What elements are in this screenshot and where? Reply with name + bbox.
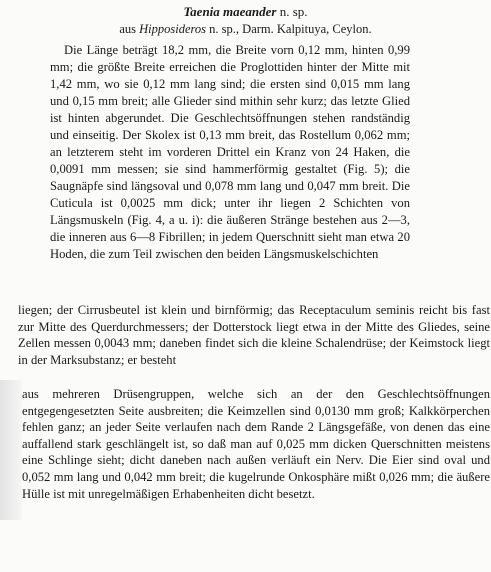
paragraph-wide: liegen; der Cirrusbeutel ist klein und birnförmig; das Receptaculum seminis reicht bis fast zur Mitte des Querdurchmessers; der Dotterstock liegt etwa in der Mitte des Gliedes, seine Zellen messen 0,0043 mm; daneben findet sich die kleine Schalendrüse; der Keimstock liegt in der Marksubstanz; er besteht: [18, 303, 490, 367]
text-column-narrow: [50, 42, 410, 263]
species-title: [0, 4, 491, 20]
paragraph-narrow: Die Länge beträgt 18,2 mm, die Breite vorn 0,12 mm, hinten 0,99 mm; die größte Breite erreichen die Proglottiden hinter der Mitte mit 1,42 mm, wo sie 0,12 mm lang sind; die ersten sind 0,015 mm lang und 0,15 mm breit; alle Glieder sind mithin sehr kurz; das letzte Glied ist hinten abgerundet. Die Geschlechtsöffnungen stehen randständig und einseitig. Der Skolex ist 0,13 mm breit, das Rostellum 0,062 mm; an letzterem steht im vorderen Drittel ein Kranz von 24 Haken, die 0,0091 mm messen; sie sind hammerförmig gestaltet (Fig. 5); die Saugnäpfe sind längsoval und 0,078 mm lang und 0,047 mm breit. Die Cuticula ist 0,0025 mm dick; unter ihr liegen 2 Schichten von Längsmuskeln (Fig. 4, a u. i): die äußeren Stränge bestehen aus 2—3, die inneren aus 6—8 Fibrillen; in jedem Querschnitt sieht man etwa 20 Hoden, die zum Teil zwischen den beiden Längsmuskelschichten: [50, 43, 410, 261]
host-suffix: n. sp., Darm. Kalpituya, Ceylon.: [206, 22, 372, 36]
species-designation: n. sp.: [276, 4, 308, 19]
host-line: [0, 21, 491, 37]
page-fold-shadow: [0, 380, 22, 520]
host-prefix: aus: [119, 22, 140, 36]
paragraph-bottom: aus mehreren Drüsengruppen, welche sich an der den Geschlechtsöffnungen entgegengesetzten Seite ausbreiten; die Keimzellen sind 0,0130 mm groß; Kalkkörperchen fehlen ganz; an jeder Seite verlaufen nach dem Rande 2 Längsgefäße, von denen das eine auffallend stark geschlängelt ist, so daß man auf 0,025 mm dicken Querschnitten meistens eine Schlinge sieht; dicht daneben nach außen verläuft ein Nerv. Die Eier sind oval und 0,052 mm lang und 0,042 mm breit; die kugelrunde Onkosphäre mißt 0,026 mm; die äußere Hülle ist mit unregelmäßigen Erhabenheiten dicht besetzt.: [22, 387, 490, 501]
host-genus: Hipposideros: [139, 22, 207, 36]
text-column-wide: [18, 302, 490, 368]
text-column-bottom: [22, 386, 490, 502]
species-name: Taenia maeander: [183, 4, 277, 19]
